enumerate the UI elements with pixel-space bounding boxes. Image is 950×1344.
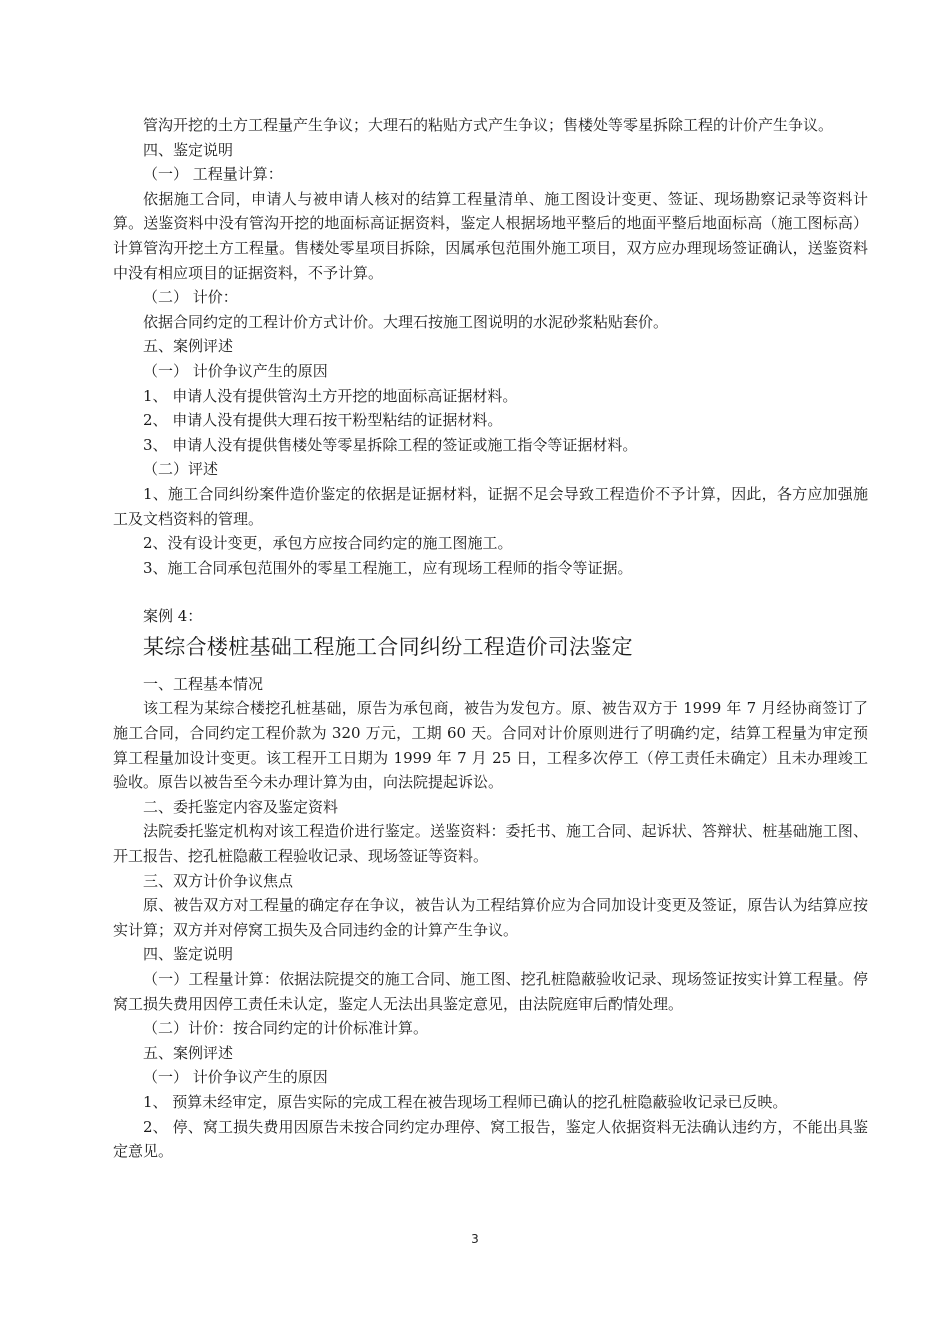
list-item: 2、 停、窝工损失费用因原告未按合同约定办理停、窝工报告，鉴定人依据资料无法确认违约方，不能出具鉴定意见。: [113, 1117, 868, 1161]
case-title: 某综合楼桩基础工程施工合同纠纷工程造价司法鉴定: [143, 634, 633, 659]
subsection-heading: （一） 工程量计算：: [143, 165, 283, 184]
paragraph: 依据施工合同，申请人与被申请人核对的结算工程量清单、施工图设计变更、签证、现场勘察记录等资料计算。送鉴资料中没有管沟开挖的地面标高证据资料，鉴定人根据场地平整后的地面平整后地面标高（施工图标高）计算管沟开挖土方工程量。售楼处零星项目拆除，因属承包范围外施工项目，双方应办理现场签证确认，送鉴资料中没有相应项目的证据资料，不予计算。: [113, 189, 868, 282]
subsection-heading: （一） 计价争议产生的原因: [143, 361, 328, 380]
list-item: 2、 申请人没有提供大理石按干粉型粘结的证据材料。: [143, 411, 503, 430]
paragraph: （二）计价：按合同约定的计价标准计算。: [143, 1019, 429, 1038]
section-heading: 五、案例评述: [143, 337, 234, 356]
paragraph: 管沟开挖的土方工程量产生争议；大理石的粘贴方式产生争议；售楼处等零星拆除工程的计价产生争议。: [143, 116, 834, 134]
paragraph: 原、被告双方对工程量的确定存在争议，被告认为工程结算价应为合同加设计变更及签证，原告认为结算应按实计算；双方并对停窝工损失及合同违约金的计算产生争议。: [113, 896, 868, 939]
section-heading: 三、双方计价争议焦点: [143, 871, 294, 890]
section-heading: 四、鉴定说明: [143, 945, 234, 964]
list-item: 1、 申请人没有提供管沟土方开挖的地面标高证据材料。: [143, 386, 518, 405]
section-heading: 二、委托鉴定内容及鉴定资料: [143, 797, 339, 816]
paragraph: （一）工程量计算：依据法院提交的施工合同、施工图、挖孔桩隐蔽验收记录、现场签证按实计算工程量。停窝工损失费用因停工责任未认定，鉴定人无法出具鉴定意见，由法院庭审后酌情处理。: [113, 970, 868, 1013]
section-heading: 一、工程基本情况: [143, 674, 264, 693]
blank-line: [113, 580, 868, 604]
list-item: 2、没有设计变更，承包方应按合同约定的施工图施工。: [143, 534, 513, 553]
list-item: 1、 预算未经审定，原告实际的完成工程在被告现场工程师已确认的挖孔桩隐蔽验收记录已反映。: [143, 1092, 788, 1111]
page-number: 3: [471, 1232, 479, 1246]
list-item: 3、 申请人没有提供售楼处等零星拆除工程的签证或施工指令等证据材料。: [143, 435, 638, 454]
list-item: 1、施工合同纠纷案件造价鉴定的依据是证据材料，证据不足会导致工程造价不予计算，因此，各方应加强施工及文档资料的管理。: [113, 484, 868, 528]
subsection-heading: （二）评述: [143, 460, 219, 479]
section-heading: 四、鉴定说明: [143, 140, 234, 159]
page-body: [113, 113, 868, 1164]
case-label: 案例 4：: [143, 607, 203, 626]
subsection-heading: （二） 计价：: [143, 288, 238, 307]
paragraph: 依据合同约定的工程计价方式计价。大理石按施工图说明的水泥砂浆粘贴套价。: [143, 312, 669, 331]
list-item: 3、施工合同承包范围外的零星工程施工，应有现场工程师的指令等证据。: [143, 558, 633, 577]
section-heading: 五、案例评述: [143, 1043, 234, 1062]
paragraph: 法院委托鉴定机构对该工程造价进行鉴定。送鉴资料：委托书、施工合同、起诉状、答辩状、桩基础施工图、开工报告、挖孔桩隐蔽工程验收记录、现场签证等资料。: [113, 822, 868, 866]
subsection-heading: （一） 计价争议产生的原因: [143, 1068, 328, 1087]
paragraph: 该工程为某综合楼挖孔桩基础，原告为承包商，被告为发包方。原、被告双方于 1999 年 7 月经协商签订了施工合同，合同约定工程价款为 320 万元，工期 60 天。合同对计价原则进行了明确约定，结算工程量为审定预算工程量加设计变更。该工程开工日期为 1999 年 7 月 25 日，工程多次停工（停工责任未确定）且未办理竣工验收。原告以被告至今未办理计算为由，向法院提起诉讼。: [113, 699, 868, 792]
